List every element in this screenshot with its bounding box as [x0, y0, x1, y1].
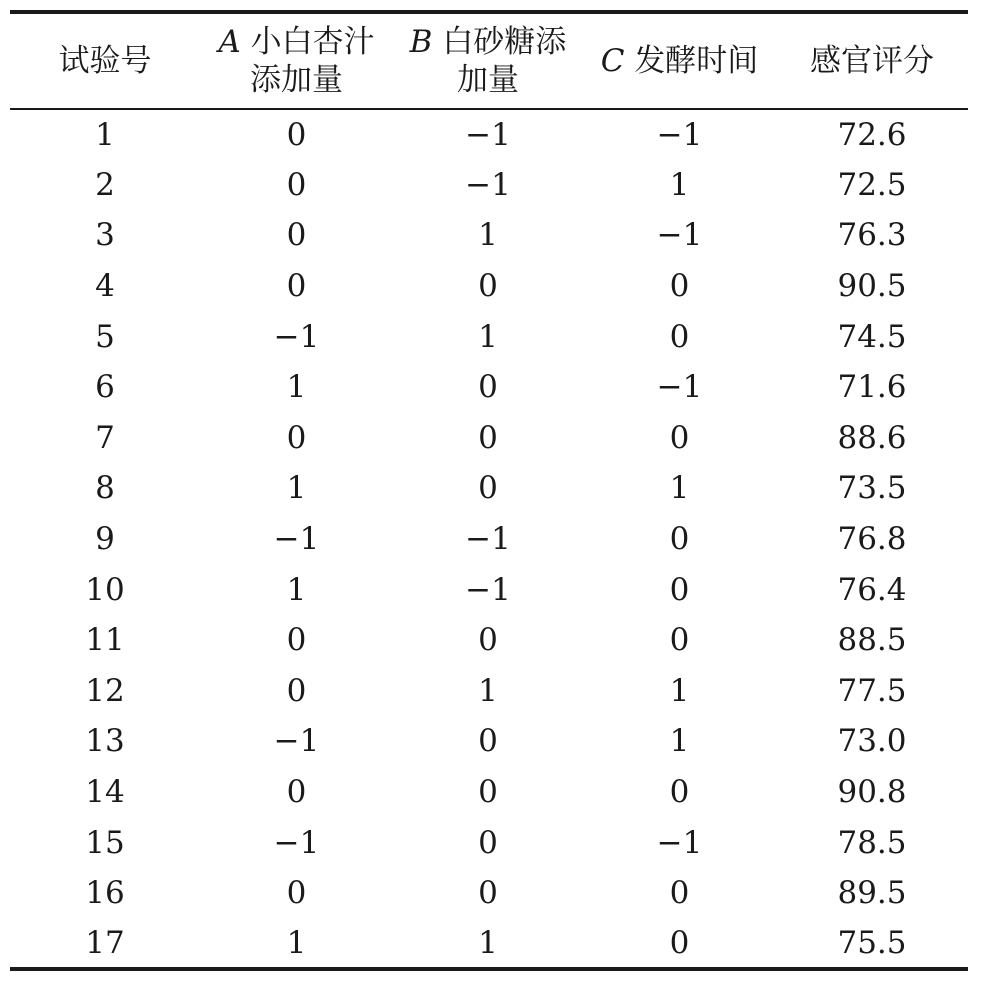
cell-factor-a: 0 [286, 217, 307, 254]
header-factor-a [200, 12, 393, 109]
table-row [10, 919, 968, 970]
experiment-design-table [10, 10, 968, 971]
table-row [10, 210, 968, 261]
cell-sensory-score: 73.0 [837, 723, 907, 760]
table-row [10, 767, 968, 818]
cell-trial-number: 15 [85, 824, 125, 861]
cell-factor-c: −1 [656, 824, 703, 861]
cell-factor-a: 0 [286, 166, 307, 203]
table-row [10, 261, 968, 312]
cell-factor-a: 0 [286, 419, 307, 456]
table-row [10, 868, 968, 919]
table-row [10, 817, 968, 868]
cell-sensory-score: 88.6 [837, 419, 907, 456]
cell-factor-a: −1 [273, 521, 320, 558]
table-row [10, 514, 968, 565]
cell-factor-c: 0 [669, 268, 690, 305]
cell-factor-b: 0 [478, 622, 498, 659]
cell-factor-a: −1 [273, 723, 320, 760]
cell-trial-number: 10 [85, 571, 125, 608]
cell-factor-c: 1 [669, 166, 690, 203]
header-factor-b [393, 12, 583, 109]
cell-trial-number: 7 [95, 419, 115, 456]
header-label: 感官评分 [810, 43, 934, 79]
cell-factor-a: 0 [286, 622, 307, 659]
cell-factor-b: 0 [478, 875, 498, 912]
header-label: 小白杏汁 [250, 24, 375, 60]
cell-factor-c: 0 [669, 622, 690, 659]
cell-sensory-score: 76.3 [837, 217, 907, 254]
cell-sensory-score: 73.5 [837, 470, 907, 507]
cell-factor-a: 0 [286, 672, 307, 709]
cell-factor-b: 1 [478, 318, 498, 355]
cell-factor-b: 1 [478, 672, 498, 709]
table-body [10, 109, 968, 969]
cell-factor-c: −1 [656, 217, 703, 254]
cell-sensory-score: 76.4 [837, 571, 907, 608]
cell-factor-a: 1 [286, 571, 307, 608]
cell-factor-b: −1 [465, 521, 511, 558]
cell-factor-a: 0 [286, 116, 307, 153]
cell-trial-number: 1 [95, 116, 115, 153]
table-row [10, 362, 968, 413]
cell-factor-a: 1 [286, 470, 307, 507]
header-row [10, 12, 968, 109]
table-row [10, 564, 968, 615]
cell-factor-b: 0 [478, 723, 498, 760]
cell-factor-a: 1 [286, 369, 307, 406]
cell-factor-b: −1 [465, 166, 511, 203]
cell-factor-b: −1 [465, 116, 511, 153]
cell-factor-b: 0 [478, 824, 498, 861]
cell-factor-b: 0 [478, 774, 498, 811]
header-label: 试验号 [58, 43, 152, 79]
cell-trial-number: 3 [95, 217, 115, 254]
table-header [10, 12, 968, 109]
cell-trial-number: 12 [85, 672, 125, 709]
cell-sensory-score: 74.5 [837, 318, 907, 355]
header-label: 发酵时间 [634, 43, 759, 79]
cell-sensory-score: 72.5 [837, 166, 907, 203]
cell-factor-a: 0 [286, 875, 307, 912]
cell-trial-number: 11 [85, 622, 125, 659]
cell-trial-number: 9 [95, 521, 115, 558]
cell-factor-c: 0 [669, 521, 690, 558]
cell-trial-number: 17 [85, 924, 125, 961]
table-row [10, 160, 968, 211]
cell-sensory-score: 90.5 [837, 268, 907, 305]
header-trial-number [10, 12, 200, 109]
cell-factor-c: 0 [669, 924, 690, 961]
table-row [10, 666, 968, 717]
data-table-container [10, 10, 968, 971]
cell-factor-a: 0 [286, 774, 307, 811]
cell-factor-a: 1 [286, 924, 307, 961]
table-row [10, 716, 968, 767]
header-label-line2: 加量 [457, 62, 519, 98]
cell-factor-b: 0 [478, 419, 498, 456]
cell-factor-c: 1 [669, 470, 690, 507]
cell-factor-c: 1 [669, 672, 690, 709]
cell-sensory-score: 88.5 [837, 622, 907, 659]
table-row [10, 463, 968, 514]
cell-factor-c: −1 [656, 369, 703, 406]
cell-factor-a: 0 [286, 268, 307, 305]
cell-trial-number: 2 [95, 166, 115, 203]
cell-sensory-score: 89.5 [837, 875, 907, 912]
cell-factor-c: 1 [669, 723, 690, 760]
header-factor-c [583, 12, 776, 109]
cell-sensory-score: 71.6 [837, 369, 907, 406]
cell-factor-a: −1 [273, 824, 320, 861]
cell-factor-b: 0 [478, 268, 498, 305]
cell-sensory-score: 77.5 [837, 672, 907, 709]
cell-trial-number: 16 [85, 875, 125, 912]
cell-factor-b: 0 [478, 369, 498, 406]
cell-factor-c: 0 [669, 318, 690, 355]
cell-sensory-score: 75.5 [837, 924, 907, 961]
cell-trial-number: 4 [95, 268, 115, 305]
cell-factor-b: 1 [478, 217, 498, 254]
factor-letter-b: B [409, 24, 433, 60]
factor-letter-a: A [218, 24, 241, 60]
cell-trial-number: 5 [95, 318, 115, 355]
cell-sensory-score: 90.8 [837, 774, 907, 811]
cell-factor-c: 0 [669, 419, 690, 456]
cell-trial-number: 13 [85, 723, 125, 760]
table-row [10, 413, 968, 464]
header-label-line2: 添加量 [250, 62, 343, 98]
cell-trial-number: 6 [95, 369, 115, 406]
table-row [10, 109, 968, 160]
cell-factor-c: −1 [656, 116, 703, 153]
header-label: 白砂糖添 [442, 24, 567, 60]
table-row [10, 615, 968, 666]
cell-sensory-score: 76.8 [837, 521, 907, 558]
cell-factor-b: 1 [478, 924, 498, 961]
header-sensory-score [776, 12, 968, 109]
cell-trial-number: 8 [95, 470, 115, 507]
table-row [10, 311, 968, 362]
cell-factor-a: −1 [273, 318, 320, 355]
cell-factor-c: 0 [669, 875, 690, 912]
cell-sensory-score: 78.5 [837, 824, 907, 861]
factor-letter-c: C [600, 43, 625, 79]
cell-factor-c: 0 [669, 571, 690, 608]
cell-factor-c: 0 [669, 774, 690, 811]
cell-trial-number: 14 [85, 774, 125, 811]
cell-factor-b: 0 [478, 470, 498, 507]
cell-factor-b: −1 [465, 571, 511, 608]
cell-sensory-score: 72.6 [837, 116, 907, 153]
